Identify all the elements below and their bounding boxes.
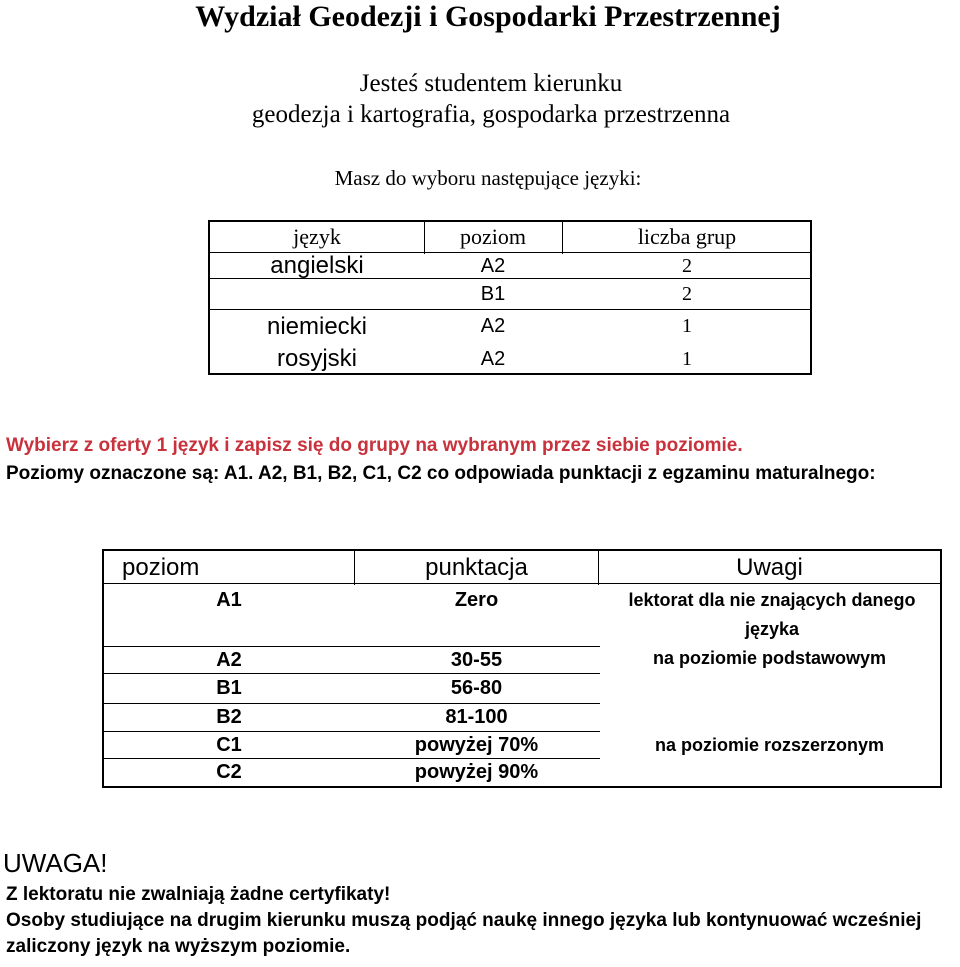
language-cell: angielski bbox=[270, 252, 364, 279]
score-cell: 30-55 bbox=[450, 648, 503, 671]
table-row bbox=[210, 279, 810, 309]
languages-table bbox=[208, 220, 812, 375]
header-language: język bbox=[293, 224, 341, 249]
warning-heading: UWAGA! bbox=[3, 848, 108, 878]
intro-text: Masz do wyboru następujące języki: bbox=[334, 166, 642, 190]
offer-paragraph bbox=[6, 432, 956, 488]
language-cell: niemiecki bbox=[266, 312, 368, 340]
note-extended: na poziomie rozszerzonym bbox=[654, 734, 885, 755]
table-row bbox=[210, 253, 810, 279]
score-cell: 56-80 bbox=[450, 677, 503, 699]
levels-table bbox=[102, 549, 942, 788]
page-title: Wydział Geodezji i Gospodarki Przestrzennej bbox=[195, 0, 781, 33]
groups-cell: 2 bbox=[682, 282, 692, 305]
subtitle-line-1: Jesteś studentem kierunku bbox=[359, 70, 623, 97]
groups-cell: 1 bbox=[682, 347, 692, 370]
groups-cell: 2 bbox=[682, 254, 692, 277]
level-cell: A2 bbox=[216, 648, 242, 671]
subtitle bbox=[0, 68, 960, 130]
note-beginners: lektorat dla nie znających danego języka bbox=[628, 590, 916, 639]
header-level: poziom bbox=[460, 224, 526, 249]
warning-line-2: Osoby studiujące na drugim kierunku muszą podjąć naukę innego języka lub kontynuować wcześniej zaliczony język na wyższym poziomie. bbox=[6, 910, 922, 957]
score-cell: Zero bbox=[454, 589, 499, 611]
score-cell: powyżej 70% bbox=[414, 733, 539, 756]
level-cell: B1 bbox=[216, 677, 242, 699]
warning-line-1: Z lektoratu nie zwalniają żadne certyfikaty! bbox=[6, 884, 391, 905]
language-cell bbox=[210, 279, 424, 309]
header-notes: Uwagi bbox=[736, 553, 803, 581]
level-cell: A2 bbox=[480, 315, 506, 337]
groups-cell: 1 bbox=[682, 315, 692, 337]
level-cell: C1 bbox=[216, 733, 242, 756]
offer-highlight: Wybierz z oferty 1 język i zapisz się do grupy na wybranym przez siebie poziomie. bbox=[6, 435, 743, 456]
score-cell: powyżej 90% bbox=[414, 761, 539, 783]
table-row bbox=[210, 310, 810, 343]
table-header-row bbox=[210, 222, 810, 252]
level-cell: B1 bbox=[480, 282, 506, 305]
level-cell: A1 bbox=[216, 589, 242, 611]
header-groups: liczba grup bbox=[637, 224, 737, 249]
level-cell: A2 bbox=[480, 347, 506, 370]
header-score: punktacja bbox=[425, 553, 528, 581]
level-cell: C2 bbox=[216, 761, 242, 783]
score-cell: 81-100 bbox=[445, 706, 508, 728]
offer-text: Poziomy oznaczone są: A1. A2, B1, B2, C1, C2 co odpowiada punktacji z egzaminu maturalnego: bbox=[6, 463, 876, 484]
table-row bbox=[210, 343, 810, 375]
warning-text bbox=[6, 882, 960, 960]
level-cell: A2 bbox=[480, 254, 506, 277]
note-basic: na poziomie podstawowym bbox=[652, 648, 887, 668]
subtitle-line-2: geodezja i kartografia, gospodarka przestrzenna bbox=[251, 101, 731, 128]
header-level: poziom bbox=[122, 553, 200, 581]
level-cell: B2 bbox=[216, 706, 242, 728]
language-cell: rosyjski bbox=[276, 345, 357, 372]
